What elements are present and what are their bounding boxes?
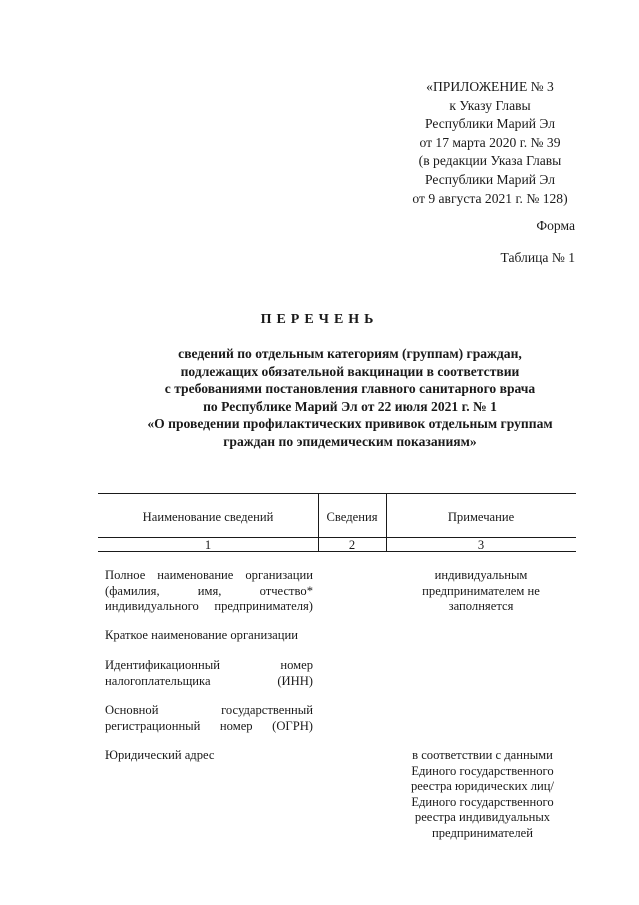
header-value: Сведения bbox=[326, 510, 378, 524]
appendix-line: «ПРИЛОЖЕНИЕ № 3 bbox=[426, 79, 554, 94]
row-name-full-org-name: Полное наименование организации (фамилия, имя, отчество* индивидуального предпринимателя) bbox=[105, 568, 313, 614]
row-name-ogrn: Основной государственный регистрационный номер (ОГРН) bbox=[105, 703, 313, 733]
subtitle-line: «О проведении профилактических прививок отдельным группам bbox=[147, 416, 553, 431]
appendix-line: Республики Марий Эл bbox=[424, 116, 556, 132]
subtitle-line: с требованиями постановления главного санитарного врача bbox=[164, 381, 536, 396]
row-note-legal-address: в соответствии с данными Единого государственного реестра юридических лиц/Единого государственного реестра индивидуальных предпринимателей bbox=[410, 748, 555, 840]
column-number: 2 bbox=[348, 538, 356, 552]
subtitle-line: граждан по эпидемическим показаниям» bbox=[223, 433, 477, 449]
subtitle-line: подлежащих обязательной вакцинации в соответствии bbox=[180, 363, 520, 379]
row-name-inn: Идентификационный номер налогоплательщика (ИНН) bbox=[105, 658, 313, 688]
appendix-line: (в редакции Указа Главы bbox=[418, 153, 562, 169]
document-title: ПЕРЕЧЕНЬ bbox=[260, 312, 379, 327]
header-note: Примечание bbox=[447, 510, 515, 524]
table-top-border bbox=[98, 493, 576, 494]
appendix-reference bbox=[360, 78, 620, 208]
row-name-legal-address: Юридический адрес bbox=[105, 748, 215, 762]
table-number-label: Таблица № 1 bbox=[500, 250, 575, 265]
row-note-full-org-name: индивидуальным предпринимателем не заполняется bbox=[422, 568, 540, 614]
document-subtitle bbox=[70, 345, 630, 450]
subtitle-line: сведений по отдельным категориям (группам) граждан, bbox=[178, 346, 522, 361]
appendix-line: к Указу Главы bbox=[449, 97, 531, 113]
header-name: Наименование сведений bbox=[142, 510, 274, 524]
appendix-line: от 17 марта 2020 г. № 39 bbox=[419, 134, 561, 150]
column-number: 3 bbox=[477, 538, 485, 552]
subtitle-line: по Республике Марий Эл от 22 июля 2021 г. № 1 bbox=[203, 398, 497, 414]
row-name-short-org-name: Краткое наименование организации bbox=[105, 628, 298, 642]
appendix-line: Республики Марий Эл bbox=[424, 171, 556, 187]
appendix-line: от 9 августа 2021 г. № 128) bbox=[412, 190, 568, 206]
form-label: Форма bbox=[536, 218, 575, 233]
column-number: 1 bbox=[204, 538, 212, 552]
